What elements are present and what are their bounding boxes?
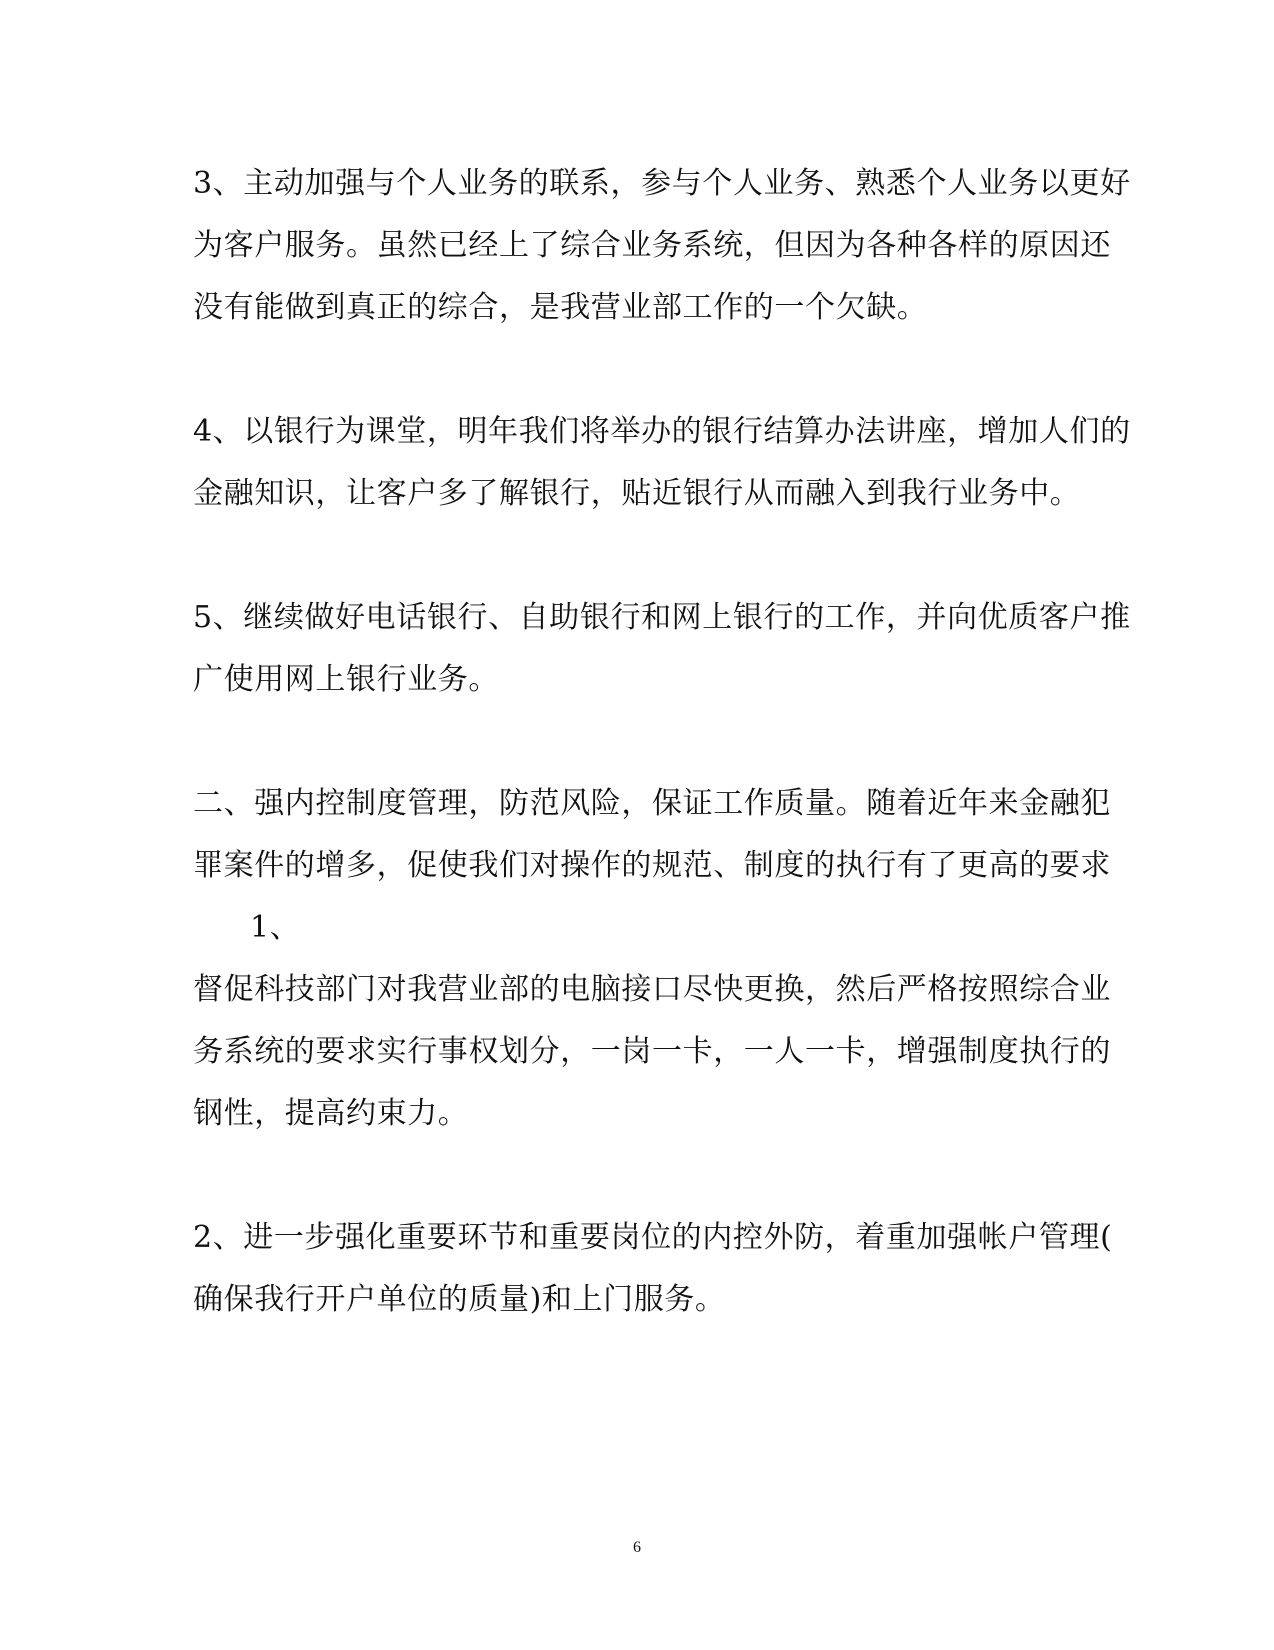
item-1-line-2: 务系统的要求实行事权划分，一岗一卡，一人一卡，增强制度执行的	[193, 1034, 1111, 1069]
item-2-line-1: 2、进一步强化重要环节和重要岗位的内控外防，着重加强帐户管理(	[193, 1220, 1113, 1255]
paragraph-4-line-1: 4、以银行为课堂，明年我们将举办的银行结算办法讲座，增加人们的	[193, 414, 1131, 449]
section-2-heading-line-2: 罪案件的增多，促使我们对操作的规范、制度的执行有了更高的要求	[193, 848, 1111, 883]
item-2-line-2: 确保我行开户单位的质量)和上门服务。	[193, 1282, 726, 1317]
paragraph-3-line-1: 3、主动加强与个人业务的联系，参与个人业务、熟悉个人业务以更好	[193, 166, 1131, 201]
item-1-line-3: 钢性，提高约束力。	[193, 1096, 469, 1131]
page-number: 6	[633, 1539, 641, 1556]
paragraph-4-line-2: 金融知识，让客户多了解银行，贴近银行从而融入到我行业务中。	[193, 476, 1081, 511]
section-2-heading-line-1: 二、强内控制度管理，防范风险，保证工作质量。随着近年来金融犯	[193, 786, 1111, 821]
item-1-number: 1、	[250, 910, 301, 945]
paragraph-5-line-1: 5、继续做好电话银行、自助银行和网上银行的工作，并向优质客户推	[193, 600, 1131, 635]
paragraph-5-line-2: 广使用网上银行业务。	[193, 662, 499, 697]
paragraph-3-line-3: 没有能做到真正的综合，是我营业部工作的一个欠缺。	[193, 290, 928, 325]
item-1-line-1: 督促科技部门对我营业部的电脑接口尽快更换，然后严格按照综合业	[193, 972, 1111, 1007]
paragraph-3-line-2: 为客户服务。虽然已经上了综合业务系统，但因为各种各样的原因还	[193, 228, 1111, 263]
